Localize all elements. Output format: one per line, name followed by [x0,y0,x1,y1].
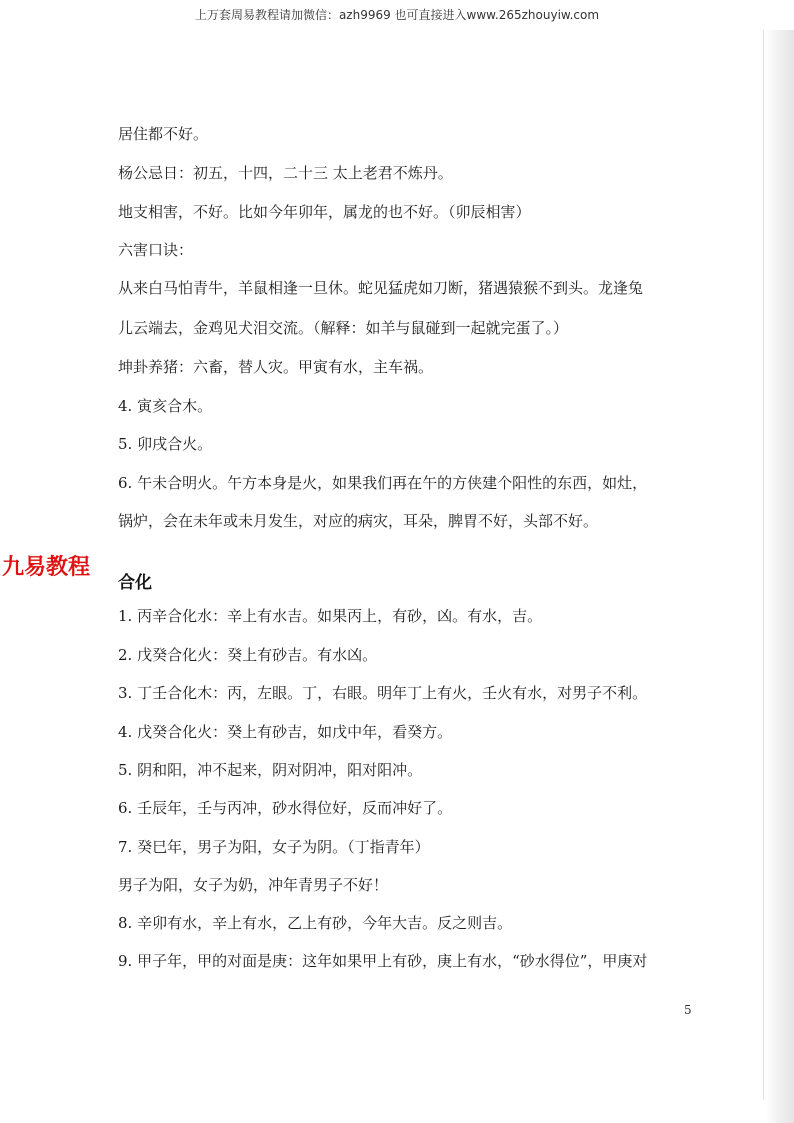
paragraph-line: 从来白马怕青牛，羊鼠相逢一旦休。蛇见猛虎如刀断，猪遇猿猴不到头。龙逢兔 [118,279,644,297]
paragraph-line: 5. 卯戌合火。 [118,435,213,453]
scan-margin-line [763,30,764,1100]
paragraph-line: 儿云端去，金鸡见犬泪交流。（解释：如羊与鼠碰到一起就完蛋了。） [118,319,569,337]
paragraph-line: 9. 甲子年，甲的对面是庚：这年如果甲上有砂，庚上有水，“砂水得位”，甲庚对 [118,952,648,970]
paragraph-line: 六害口诀： [118,241,194,259]
paragraph-line: 6. 午未合明火。午方本身是火，如果我们再在午的方侠建个阳性的东西，如灶， [118,474,648,492]
paragraph-line: 男子为阳，女子为奶，冲年青男子不好！ [118,876,389,894]
paragraph-line: 8. 辛卯有水，辛上有水，乙上有砂，今年大吉。反之则吉。 [118,914,513,932]
paragraph-line: 5. 阴和阳，冲不起来，阴对阴冲，阳对阳冲。 [118,761,423,779]
paragraph-line: 杨公忌日：初五，十四，二十三 太上老君不炼丹。 [118,164,453,182]
watermark-label: 九易教程 [2,555,91,580]
paragraph-line: 3. 丁壬合化木：丙，左眼。丁，右眼。明年丁上有火，壬火有水，对男子不利。 [118,684,648,702]
paragraph-line: 坤卦养猪：六畜，替人灾。甲寅有水，主车祸。 [118,358,434,376]
paragraph-line: 居住都不好。 [118,125,209,143]
paragraph-line: 1. 丙辛合化水：辛上有水吉。如果丙上，有砂，凶。有水，吉。 [118,607,543,625]
paragraph-line: 地支相害，不好。比如今年卯年，属龙的也不好。（卯辰相害） [118,203,531,221]
paragraph-line: 4. 寅亥合木。 [118,397,213,415]
paragraph-line: 4. 戊癸合化火：癸上有砂吉，如戊中年，看癸方。 [118,723,453,741]
page-number: 5 [684,1003,692,1017]
paragraph-line: 6. 壬辰年，壬与丙冲，砂水得位好，反而冲好了。 [118,799,453,817]
paragraph-line: 7. 癸巳年，男子为阳，女子为阴。（丁指青年） [118,838,430,856]
page-header: 上万套周易教程请加微信：azh9969 也可直接进入www.265zhouyiw.com [194,8,600,22]
paragraph-line: 锅炉，会在未年或未月发生，对应的病灾，耳朵，脾胃不好，头部不好。 [118,512,599,530]
section-title: 合化 [118,573,152,593]
scan-edge-shadow [766,30,794,1123]
paragraph-line: 2. 戊癸合化火：癸上有砂吉。有水凶。 [118,646,378,664]
